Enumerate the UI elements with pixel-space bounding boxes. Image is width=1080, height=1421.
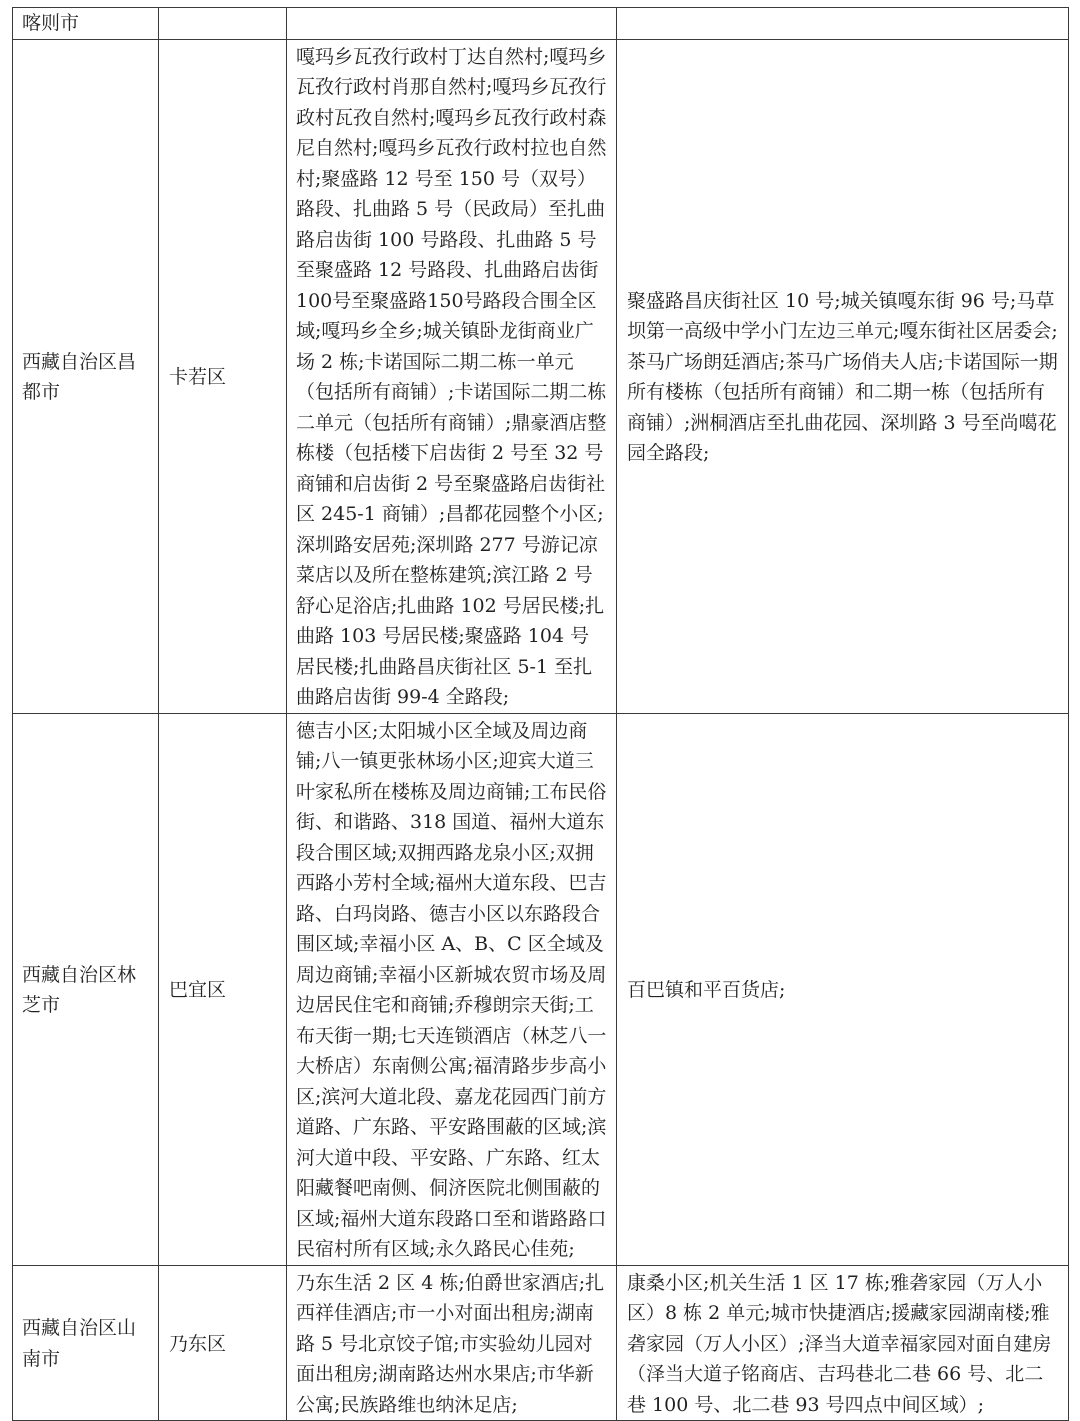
city-cell: 喀则市 (13, 8, 159, 40)
high-risk-areas-cell: 德吉小区;太阳城小区全域及周边商铺;八一镇更张林场小区;迎宾大道三叶家私所在楼栋及周边商铺;工布民俗街、和谐路、318 国道、福州大道东段合围区域;双拥西路龙泉小区;双拥西路小芳村全域;福州大道东段、巴吉路、白玛岗路、德吉小区以东路段合围区域;幸福小区 A、B、C 区全域及周边商铺;幸福小区新城农贸市场及周边居民住宅和商铺;乔穆朗宗天街;工布天街一期;七天连锁酒店（林芝八一大桥店）东南侧公寓;福清路步步高小区;滨河大道北段、嘉龙花园西门前方道路、广东路、平安路围蔽的区域;滨河大道中段、平安路、广东路、红太阳藏餐吧南侧、侗济医院北侧围蔽的区域;福州大道东段路口至和谐路路口民宿村所有区域;永久路民心佳苑; (287, 713, 617, 1265)
high-risk-areas-cell: 乃东生活 2 区 4 栋;伯爵世家酒店;扎西祥佳酒店;市一小对面出租房;湖南路 5 号北京饺子馆;市实验幼儿园对面出租房;湖南路达州水果店;市华新公寓;民族路维也纳沐足店; (287, 1265, 617, 1421)
risk-area-table (12, 7, 1069, 1421)
table-row (13, 1265, 1069, 1421)
high-risk-areas-cell (287, 8, 617, 40)
district-cell: 巴宜区 (159, 713, 287, 1265)
table-row (13, 8, 1069, 40)
table-row (13, 39, 1069, 713)
high-risk-areas-cell: 嘎玛乡瓦孜行政村丁达自然村;嘎玛乡瓦孜行政村肖那自然村;嘎玛乡瓦孜行政村瓦孜自然村;嘎玛乡瓦孜行政村森尼自然村;嘎玛乡瓦孜行政村拉也自然村;聚盛路 12 号至 150 号（双号）路段、扎曲路 5 号（民政局）至扎曲路启齿街 100 号路段、扎曲路 5 号至聚盛路 12 号路段、扎曲路启齿街100号至聚盛路150号路段合围全区域;嘎玛乡全乡;城关镇卧龙街商业广场 2 栋;卡诺国际二期二栋一单元（包括所有商铺）;卡诺国际二期二栋二单元（包括所有商铺）;鼎豪酒店整栋楼（包括楼下启齿街 2 号至 32 号商铺和启齿街 2 号至聚盛路启齿街社区 245-1 商铺）;昌都花园整个小区;深圳路安居苑;深圳路 277 号游记凉菜店以及所在整栋建筑;滨江路 2 号舒心足浴店;扎曲路 102 号居民楼;扎曲路 103 号居民楼;聚盛路 104 号居民楼;扎曲路昌庆街社区 5-1 至扎曲路启齿街 99-4 全路段; (287, 39, 617, 713)
city-cell: 西藏自治区林芝市 (13, 713, 159, 1265)
district-cell (159, 8, 287, 40)
table-row (13, 713, 1069, 1265)
city-cell: 西藏自治区山南市 (13, 1265, 159, 1421)
district-cell: 乃东区 (159, 1265, 287, 1421)
district-cell: 卡若区 (159, 39, 287, 713)
medium-risk-areas-cell: 百巴镇和平百货店; (617, 713, 1069, 1265)
medium-risk-areas-cell: 康桑小区;机关生活 1 区 17 栋;雅砻家园（万人小区）8 栋 2 单元;城市快捷酒店;援藏家园湖南楼;雅砻家园（万人小区）;泽当大道幸福家园对面自建房（泽当大道子铭商店、吉玛巷北二巷 66 号、北二巷 100 号、北二巷 93 号四点中间区域）; (617, 1265, 1069, 1421)
medium-risk-areas-cell: 聚盛路昌庆街社区 10 号;城关镇嘎东街 96 号;马草坝第一高级中学小门左边三单元;嘎东街社区居委会;茶马广场朗廷酒店;茶马广场俏夫人店;卡诺国际一期所有楼栋（包括所有商铺）和二期一栋（包括所有商铺）;洲桐酒店至扎曲花园、深圳路 3 号至尚噶花园全路段; (617, 39, 1069, 713)
city-cell: 西藏自治区昌都市 (13, 39, 159, 713)
medium-risk-areas-cell (617, 8, 1069, 40)
